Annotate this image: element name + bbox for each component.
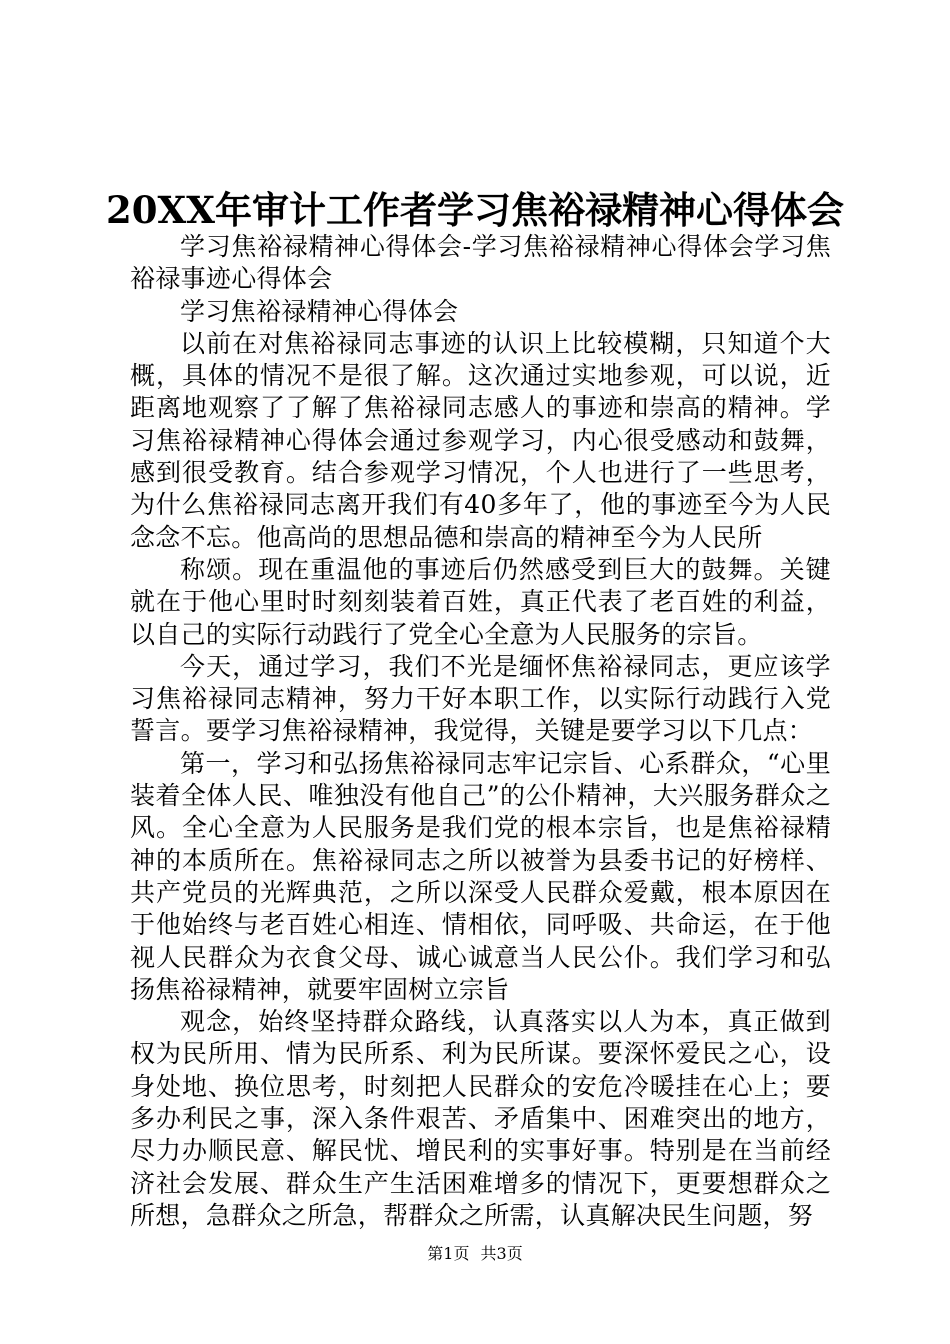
paragraph-concept: 观念，始终坚持群众路线，认真落实以人为本，真正做到权为民所用、情为民所系、利为民所谋。要深怀爱民之心，设身处地、换位思考，时刻把人民群众的安危冷暖挂在心上；要多办利民之事，深入条件艰苦、矛盾集中、困难突出的地方，尽力办顺民意、解民忧、增民利的实事好事。特别是在当前经济社会发展、群众生产生活困难增多的情况下，更要想群众之所想，急群众之所急，帮群众之所需，认真解决民生问题，努	[130, 1007, 831, 1230]
paragraph-praise: 称颂。现在重温他的事迹后仍然感受到巨大的鼓舞。关键就在于他心里时时刻刻装着百姓，真正代表了老百姓的利益，以自己的实际行动践行了党全心全意为人民服务的宗旨。	[130, 554, 831, 649]
document-title: 20XX年审计工作者学习焦裕禄精神心得体会	[106, 188, 844, 232]
paragraph-today: 今天，通过学习，我们不光是缅怀焦裕禄同志，更应该学习焦裕禄同志精神，努力干好本职工作，以实际行动践行入党誓言。要学习焦裕禄精神，我觉得，关键是要学习以下几点：	[130, 651, 831, 746]
paragraph-heading: 学习焦裕禄精神心得体会	[180, 296, 459, 326]
paragraph-subtitle-line: 学习焦裕禄精神心得体会-学习焦裕禄精神心得体会学习焦裕禄事迹心得体会	[130, 232, 831, 294]
page-number: 第1页	[427, 1244, 470, 1263]
paragraph-intro: 以前在对焦裕禄同志事迹的认识上比较模糊，只知道个大概，具体的情况不是很了解。这次通过实地参观，可以说，近距离地观察了了解了焦裕禄同志感人的事迹和崇高的精神。学习焦裕禄精神心得体会通过参观学习，内心很受感动和鼓舞，感到很受教育。结合参观学习情况，个人也进行了一些思考，为什么焦裕禄同志离开我们有40多年了，他的事迹至今为人民念念不忘。他高尚的思想品德和崇高的精神至今为人民所	[130, 328, 831, 552]
paragraph-point-one: 第一，学习和弘扬焦裕禄同志牢记宗旨、心系群众，“心里装着全体人民、唯独没有他自己”的公仆精神，大兴服务群众之风。全心全意为人民服务是我们党的根本宗旨，也是焦裕禄精神的本质所在。焦裕禄同志之所以被誉为县委书记的好榜样、共产党员的光辉典范，之所以深受人民群众爱戴，根本原因在于他始终与老百姓心相连、情相依，同呼吸、共命运，在于他视人民群众为衣食父母、诚心诚意当人民公仆。我们学习和弘扬焦裕禄精神，就要牢固树立宗旨	[130, 748, 831, 1004]
document-body	[130, 231, 831, 1232]
page-footer	[0, 1243, 950, 1265]
page-total: 共3页	[480, 1244, 523, 1263]
